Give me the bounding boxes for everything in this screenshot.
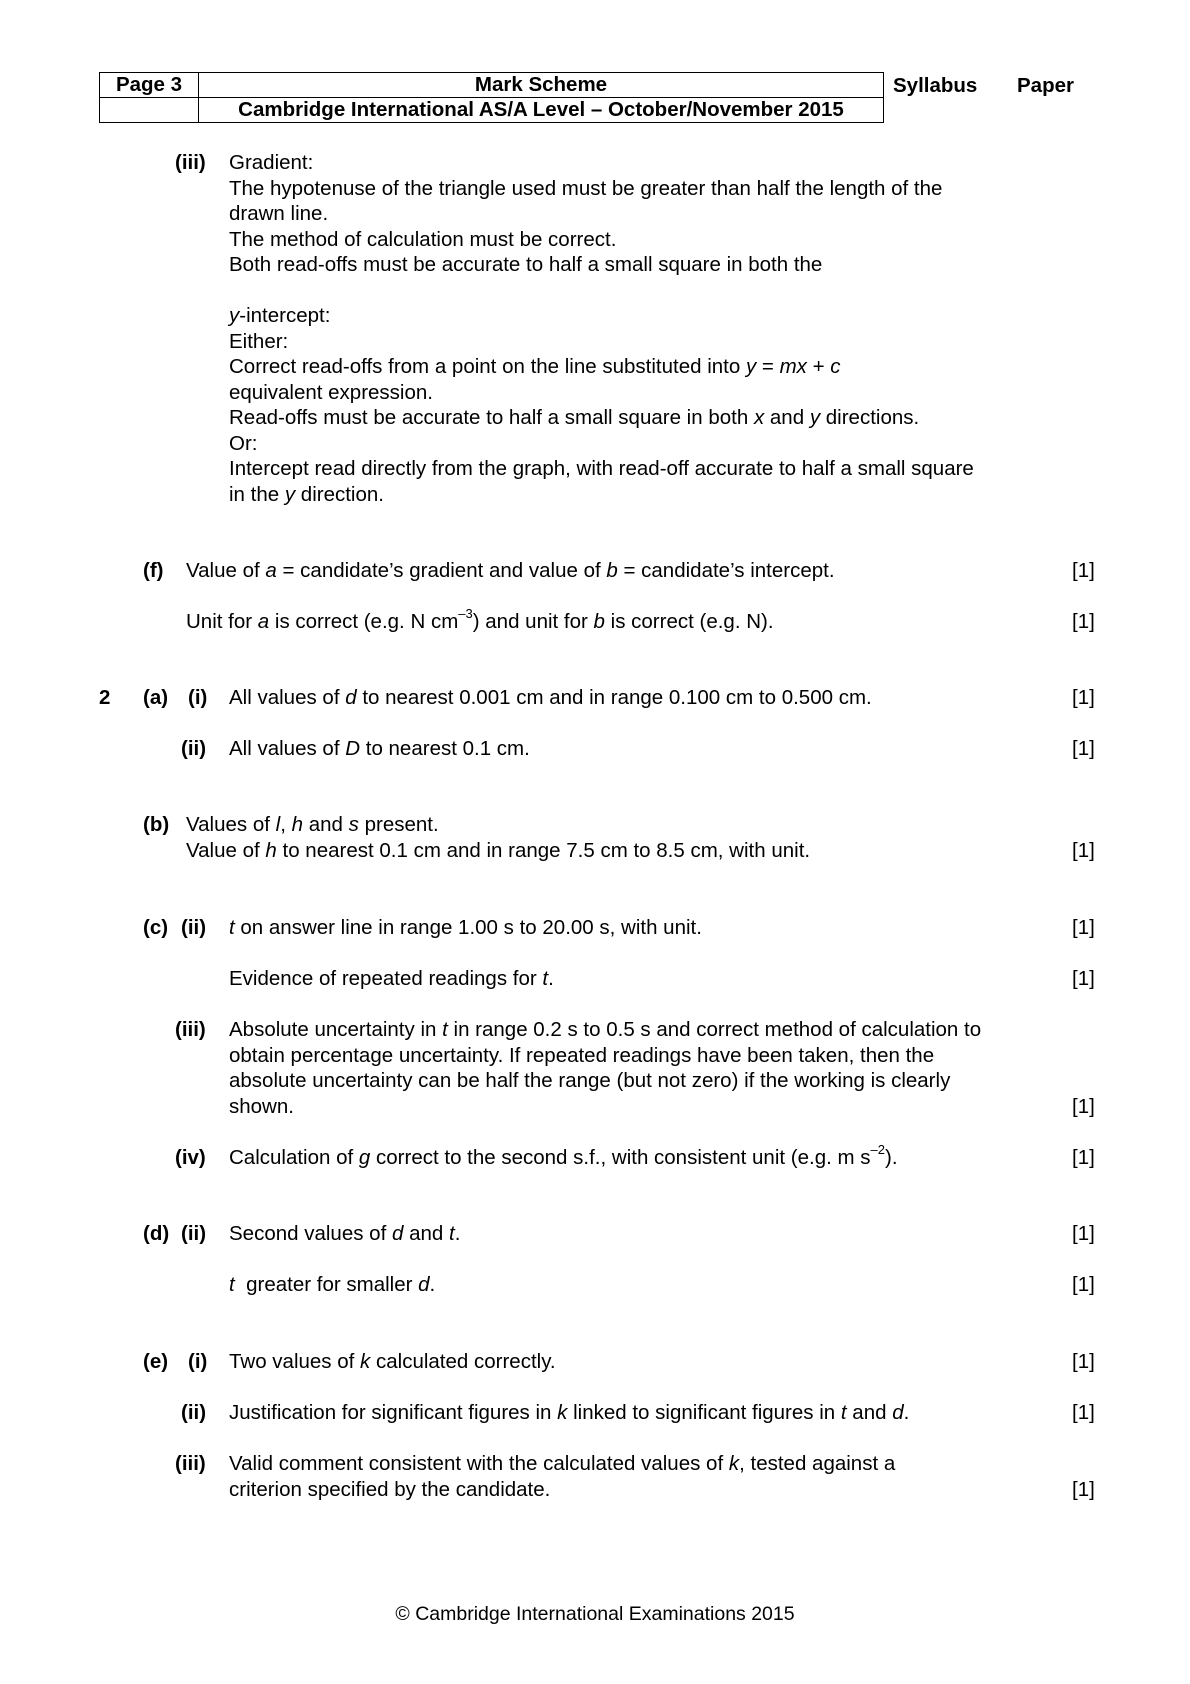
q2e-iii-line-1: Valid comment consistent with the calculated values of k, tested against a [229, 1452, 896, 1475]
q1f-line-1: Value of a = candidate’s gradient and value of b = candidate’s intercept. [186, 559, 835, 582]
q2a-ii-label: (ii) [181, 737, 207, 760]
page-number-blank-cell [100, 98, 199, 123]
mark: [1] [1072, 559, 1095, 582]
q2e-ii-text: Justification for significant figures in k linked to significant figures in t and d. [229, 1401, 910, 1424]
q2a-i-label: (i) [188, 686, 208, 709]
q1e-iii-line: The hypotenuse of the triangle used must be greater than half the length of the [229, 177, 943, 200]
q2e-label: (e) [143, 1350, 169, 1373]
q2c-iv-label: (iv) [175, 1146, 206, 1169]
header-title: Mark Scheme [199, 73, 884, 98]
mark: [1] [1072, 737, 1095, 760]
q1e-iii-line: Gradient: [229, 151, 314, 174]
q2d-ii-label: (ii) [181, 1222, 207, 1245]
q2e-i-label: (i) [188, 1350, 208, 1373]
q1e-iii-line: Read-offs must be accurate to half a small square in both x and y directions. [229, 406, 920, 429]
q2c-iv-text: Calculation of g correct to the second s.f., with consistent unit (e.g. m $s^{-2}$). [229, 1142, 898, 1169]
q1e-iii-label: (iii) [175, 151, 206, 174]
q2c-ii-line-1: t on answer line in range 1.00 s to 20.00 s, with unit. [229, 916, 702, 939]
q1e-iii-line: Or: [229, 432, 258, 455]
q2e-iii-label: (iii) [175, 1452, 206, 1475]
mark: [1] [1072, 610, 1095, 633]
q1e-iii-line: The method of calculation must be correct. [229, 228, 617, 251]
q1e-iii-line: y-intercept: [229, 304, 331, 327]
q2a-ii-text: All values of D to nearest 0.1 cm. [229, 737, 530, 760]
q2c-ii-label: (ii) [181, 916, 207, 939]
q1f-label: (f) [143, 559, 164, 582]
q2e-ii-label: (ii) [181, 1401, 207, 1424]
q2-number: 2 [99, 686, 111, 709]
q2c-iii-line: Absolute uncertainty in t in range 0.2 s to 0.5 s and correct method of calculation to [229, 1018, 982, 1041]
page-number: Page 3 [100, 73, 199, 98]
footer-copyright: © Cambridge International Examinations 2015 [395, 1603, 795, 1625]
q1e-iii-line: drawn line. [229, 202, 329, 225]
q1e-iii-line: Either: [229, 330, 289, 353]
q2d-label: (d) [143, 1222, 170, 1245]
q2c-label: (c) [143, 916, 169, 939]
mark: [1] [1072, 1146, 1095, 1169]
q2a-label: (a) [143, 686, 169, 709]
q2e-iii-line-2: criterion specified by the candidate. [229, 1478, 551, 1501]
mark: [1] [1072, 1095, 1095, 1118]
q2c-iii-line: shown. [229, 1095, 294, 1118]
mark: [1] [1072, 1350, 1095, 1373]
mark: [1] [1072, 1401, 1095, 1424]
mark: [1] [1072, 686, 1095, 709]
q2c-ii-line-2: Evidence of repeated readings for t. [229, 967, 554, 990]
mark: [1] [1072, 967, 1095, 990]
q2b-line-2: Value of h to nearest 0.1 cm and in range 7.5 cm to 8.5 cm, with unit. [186, 839, 811, 862]
q1e-iii-line: Intercept read directly from the graph, with read-off accurate to half a small square [229, 457, 974, 480]
q1f-line-2: Unit for a is correct (e.g. N $cm^{-3}$) and unit for b is correct (e.g. N). [186, 606, 774, 633]
q1e-iii-line: Correct read-offs from a point on the line substituted into y = mx + c [229, 355, 841, 378]
q2d-ii-line-2: t greater for smaller d. [229, 1273, 436, 1296]
q1e-iii-line: Both read-offs must be accurate to half a small square in both the [229, 253, 823, 276]
mark: [1] [1072, 1222, 1095, 1245]
q2b-line-1: Values of l, h and s present. [186, 813, 439, 836]
mark: [1] [1072, 1273, 1095, 1296]
q1e-iii-line: in the y direction. [229, 483, 384, 506]
q2e-i-text: Two values of k calculated correctly. [229, 1350, 556, 1373]
header-syllabus: Syllabus [893, 74, 978, 97]
q2c-iii-label: (iii) [175, 1018, 206, 1041]
header-table [99, 72, 884, 123]
mark: [1] [1072, 1478, 1095, 1501]
q2c-iii-line: absolute uncertainty can be half the range (but not zero) if the working is clearly [229, 1069, 951, 1092]
mark: [1] [1072, 839, 1095, 862]
header-subtitle: Cambridge International AS/A Level – October/November 2015 [199, 98, 884, 123]
q2c-iii-line: obtain percentage uncertainty. If repeated readings have been taken, then the [229, 1044, 935, 1067]
mark: [1] [1072, 916, 1095, 939]
q2b-label: (b) [143, 813, 170, 836]
q1e-iii-line: equivalent expression. [229, 381, 433, 404]
q2d-ii-line-1: Second values of d and t. [229, 1222, 461, 1245]
q2a-i-text: All values of d to nearest 0.001 cm and in range 0.100 cm to 0.500 cm. [229, 686, 872, 709]
header-paper: Paper [1017, 74, 1074, 97]
